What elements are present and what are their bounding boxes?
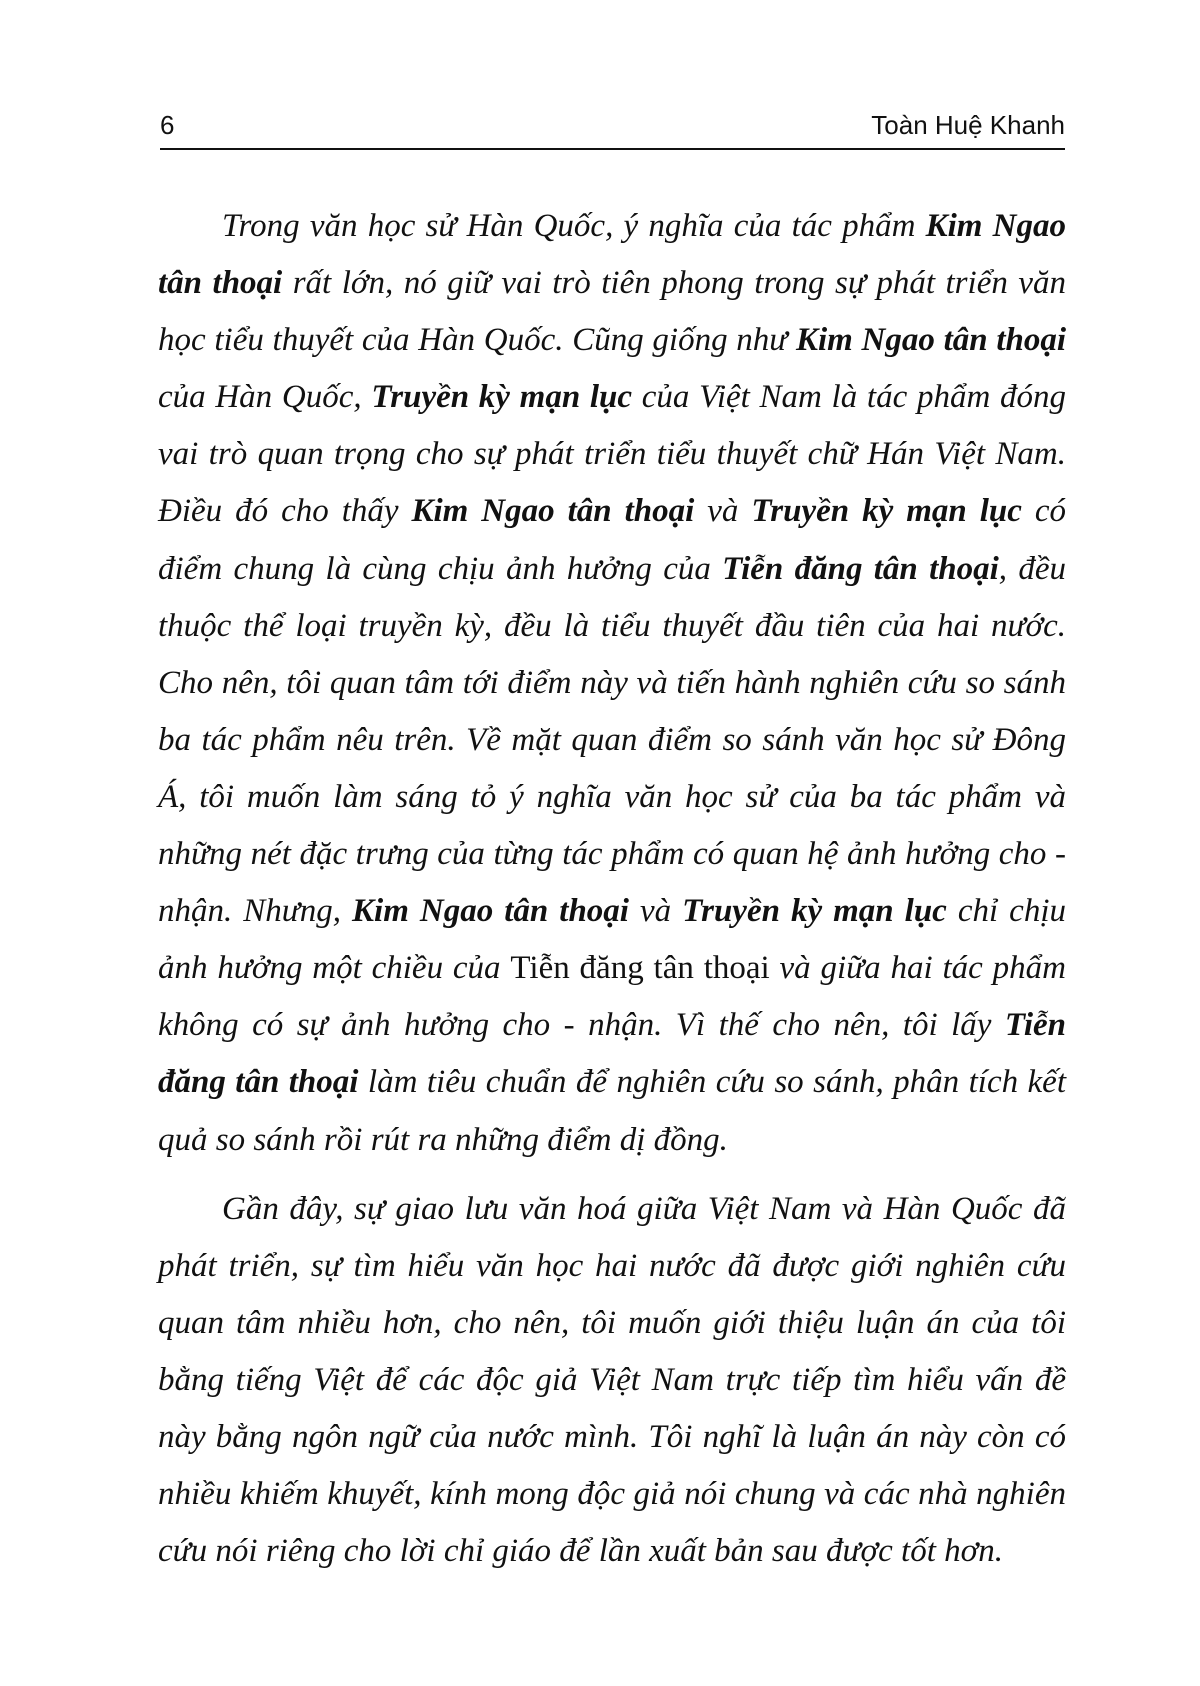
paragraph-text: của Hàn Quốc, (158, 379, 372, 416)
paragraph-text: chỉ chịu ảnh hưởng một chiều của (158, 893, 1066, 987)
paragraph-text: , đều thuộc thể loại truyền kỳ, đều là tiểu thuyết đầu tiên của hai nước. Cho nên, tôi quan tâm tới điểm này và tiến hành nghiên cứu so sánh ba tác phẩm nêu trên. Về mặt quan điểm so sánh văn học sử Đông Á, tôi muốn làm sáng tỏ ý nghĩa văn học sử của ba tác phẩm và những nét đặc trưng của từng tác phẩm có quan hệ ảnh hưởng cho - nhận. Nhưng, (158, 550, 1066, 930)
paragraph-1 (158, 198, 1066, 1169)
running-title: Toàn Huệ Khanh (871, 110, 1065, 140)
bold-title-text: Tiễn đăng tân thoại (158, 1007, 1066, 1101)
paragraph-text: làm tiêu chuẩn để nghiên cứu so sánh, phân tích kết quả so sánh rồi rút ra những điểm dị đồng. (158, 1064, 1066, 1158)
paragraph-text: và giữa hai tác phẩm không có sự ảnh hưởng cho - nhận. Vì thế cho nên, tôi lấy (158, 950, 1066, 1044)
bold-title-text: Kim Ngao tân thoại (796, 322, 1067, 359)
paragraph-text: có điểm chung là cùng chịu ảnh hưởng của (158, 493, 1067, 587)
paragraph-text: rất lớn, nó giữ vai trò tiên phong trong sự phát triển văn học tiểu thuyết của Hàn Quốc. Cũng giống như (158, 265, 1066, 359)
bold-title-text: Kim Ngao tân thoại (158, 208, 1066, 302)
bold-title-text: Truyền kỳ mạn lục (751, 493, 1022, 530)
paragraph-text: và (694, 493, 752, 530)
body-text (158, 198, 1066, 1580)
bold-title-text: Kim Ngao tân thoại (411, 493, 695, 530)
page-number: 6 (160, 110, 175, 140)
paragraph-text: Trong văn học sử Hàn Quốc, ý nghĩa của tác phẩm (222, 208, 926, 244)
paragraph-text: và (628, 893, 683, 930)
running-head (160, 106, 1065, 146)
paragraph-text: Gần đây, sự giao lưu văn hoá giữa Việt Nam và Hàn Quốc đã phát triển, sự tìm hiểu văn học hai nước đã được giới nghiên cứu quan tâm nhiều hơn, cho nên, tôi muốn giới thiệu luận án của tôi bằng tiếng Việt để các độc giả Việt Nam trực tiếp tìm hiểu vấn đề này bằng ngôn ngữ của nước mình. Tôi nghĩ là luận án này còn có nhiều khiếm khuyết, kính mong độc giả nói chung và các nhà nghiên cứu nói riêng cho lời chỉ giáo để lần xuất bản sau được tốt hơn. (158, 1190, 1066, 1570)
paragraph-text: của Việt Nam là tác phẩm đóng vai trò quan trọng cho sự phát triển tiểu thuyết chữ Hán Việt Nam. Điều đó cho thấy (158, 379, 1066, 530)
bold-title-text: Truyền kỳ mạn lục (682, 893, 947, 930)
bold-title-text: Kim Ngao tân thoại (352, 893, 629, 930)
bold-title-text: Tiễn đăng tân thoại (722, 550, 999, 587)
paragraph-text: Tiễn đăng tân thoại (510, 950, 770, 987)
paragraph-2 (158, 1181, 1066, 1581)
header-rule (160, 148, 1065, 150)
bold-title-text: Truyền kỳ mạn lục (371, 379, 633, 416)
